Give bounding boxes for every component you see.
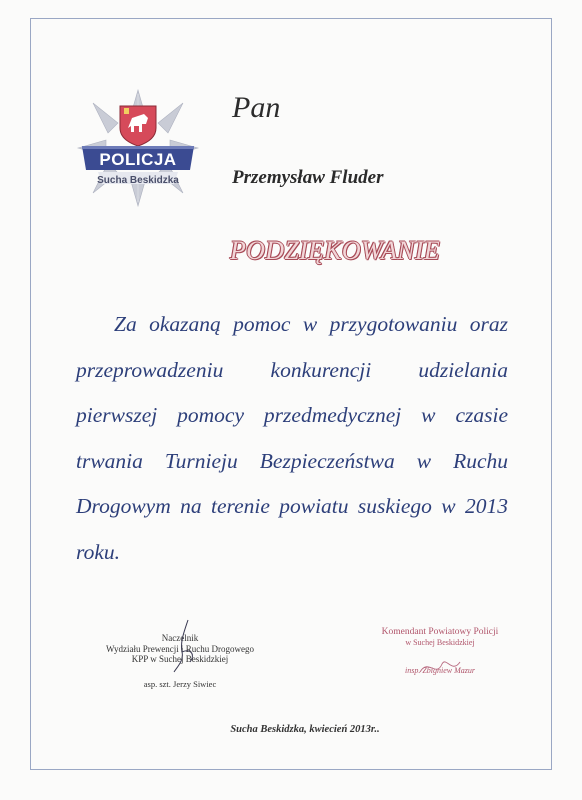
certificate-heading: PODZIĘKOWANIE — [230, 236, 441, 265]
signature-left-unit: KPP w Suchej Beskidzkiej — [131, 654, 229, 664]
logo-police-word: POLICJA — [99, 150, 177, 169]
certificate-body: Za okazaną pomoc w przygotowaniu oraz przeprowadzeniu konkurencji udzielania pierwszej pomocy przedmedycznej w czasie trwania Turnieju Bezpieczeństwa w Ruchu Drogowym na terenie powiatu suskiego w 2013 roku. — [76, 312, 508, 564]
footer-place-date: Sucha Beskidzka, kwiecień 2013r.. — [230, 724, 380, 735]
signature-left-department: Wydziału Prewencji i Ruchu Drogowego — [106, 643, 254, 654]
signature-right-unit: w Suchej Beskidzkiej — [405, 637, 475, 647]
signature-right-title: Komendant Powiatowy Policji — [381, 627, 499, 637]
handwritten-signature-right — [412, 652, 472, 682]
recipient-name: Przemysław Fluder — [232, 167, 384, 188]
signature-left-rank: asp. szt. Jerzy Siwiec — [143, 678, 217, 689]
salutation: Pan — [232, 91, 281, 124]
logo-city-name: Sucha Beskidzka — [97, 175, 179, 186]
police-logo — [68, 88, 208, 208]
police-star-emblem — [68, 88, 208, 208]
signature-left-title: Naczelnik — [161, 633, 199, 643]
handwritten-signature-left — [160, 618, 220, 678]
signature-right-rank: insp. Zbigniew Mazur — [404, 666, 475, 675]
